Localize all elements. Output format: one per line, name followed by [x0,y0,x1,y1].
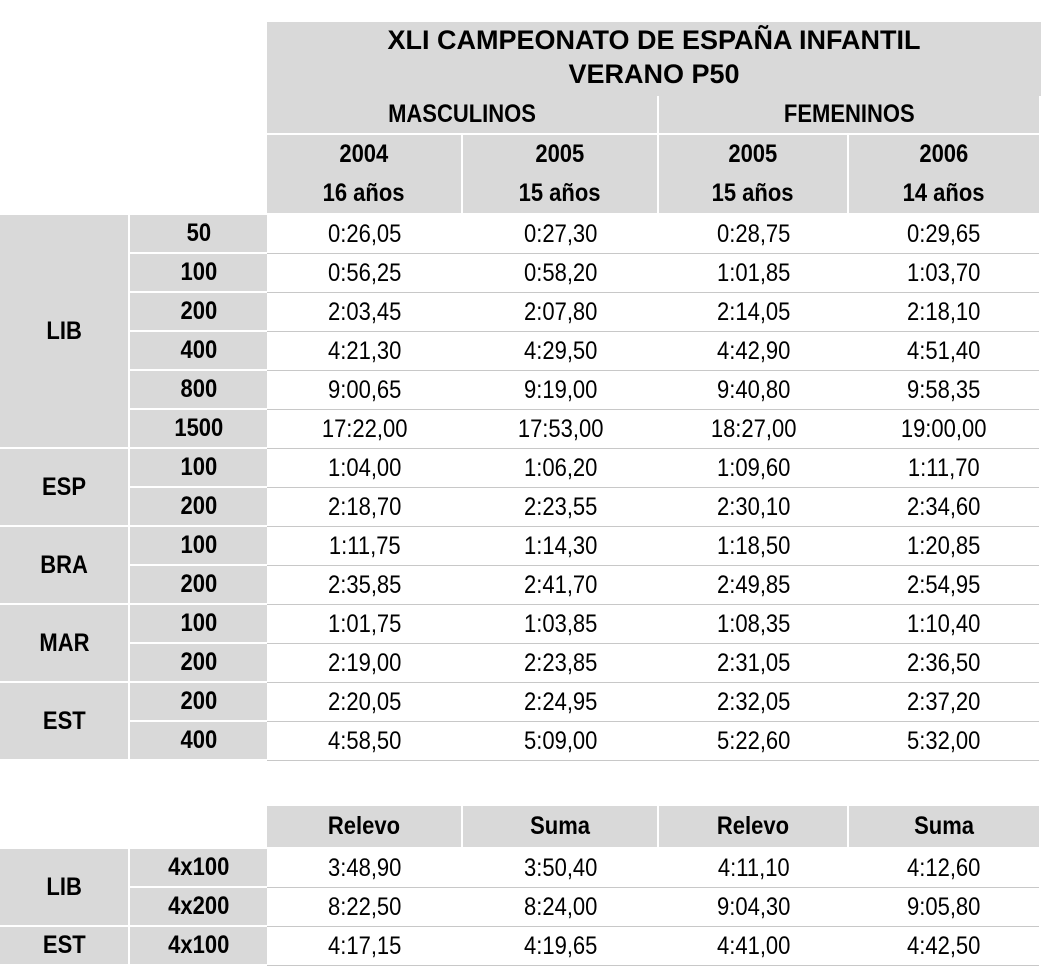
relay-header: Suma [849,806,1039,847]
year-header: 2006 [849,135,1039,173]
year-header: 2005 [463,135,659,173]
time-cell: 0:26,05 [267,215,463,254]
time-cell: 2:03,45 [267,293,463,332]
time-cell: 2:31,05 [659,644,849,683]
times-table [0,215,1039,761]
time-cell: 4:42,50 [849,927,1039,966]
time-cell: 4:42,90 [659,332,849,371]
distance-label: 400 [130,332,267,371]
time-cell: 9:00,65 [267,371,463,410]
time-cell: 4:41,00 [659,927,849,966]
relay-table [0,849,1039,966]
time-cell: 1:08,35 [659,605,849,644]
time-cell: 5:22,60 [659,722,849,761]
stroke-label: EST [0,927,130,966]
time-cell: 1:03,70 [849,254,1039,293]
stroke-label: LIB [0,215,130,449]
group-header-row [0,96,1039,135]
year-header-row [0,135,1039,173]
distance-label: 200 [130,566,267,605]
distance-label: 200 [130,293,267,332]
title-line-1: XLI CAMPEONATO DE ESPAÑA INFANTIL [387,25,921,55]
time-cell: 2:18,10 [849,293,1039,332]
time-cell: 1:06,20 [463,449,659,488]
year-header: 2004 [267,135,463,173]
relay-header: Relevo [267,806,463,847]
stroke-label: MAR [0,605,130,683]
distance-label: 200 [130,488,267,527]
time-cell: 4:17,15 [267,927,463,966]
time-cell: 2:36,50 [849,644,1039,683]
time-cell: 9:04,30 [659,888,849,927]
time-cell: 2:07,80 [463,293,659,332]
time-cell: 5:32,00 [849,722,1039,761]
time-cell: 2:14,05 [659,293,849,332]
time-cell: 4:11,10 [659,849,849,888]
time-cell: 2:23,55 [463,488,659,527]
time-cell: 1:20,85 [849,527,1039,566]
age-header-row [0,173,1039,213]
time-cell: 2:19,00 [267,644,463,683]
time-cell: 4:21,30 [267,332,463,371]
year-header: 2005 [659,135,849,173]
time-cell: 0:28,75 [659,215,849,254]
time-cell: 3:50,40 [463,849,659,888]
distance-label: 100 [130,449,267,488]
time-cell: 1:01,85 [659,254,849,293]
time-cell: 19:00,00 [849,410,1039,449]
time-cell: 1:03,85 [463,605,659,644]
time-cell: 9:19,00 [463,371,659,410]
distance-label: 50 [130,215,267,254]
time-cell: 0:29,65 [849,215,1039,254]
distance-label: 1500 [130,410,267,449]
time-cell: 2:24,95 [463,683,659,722]
time-cell: 1:01,75 [267,605,463,644]
time-cell: 18:27,00 [659,410,849,449]
age-header: 14 años [849,173,1039,213]
time-cell: 1:04,00 [267,449,463,488]
stroke-label: ESP [0,449,130,527]
time-cell: 17:53,00 [463,410,659,449]
distance-label: 200 [130,683,267,722]
time-cell: 2:41,70 [463,566,659,605]
relay-header: Relevo [659,806,849,847]
title-line-2: VERANO P50 [568,59,740,89]
time-cell: 4:58,50 [267,722,463,761]
time-cell: 2:32,05 [659,683,849,722]
stroke-label: EST [0,683,130,761]
time-cell: 0:56,25 [267,254,463,293]
age-header: 15 años [659,173,849,213]
time-cell: 8:22,50 [267,888,463,927]
distance-label: 4x100 [130,849,267,888]
time-cell: 2:18,70 [267,488,463,527]
time-cell: 1:11,75 [267,527,463,566]
time-cell: 2:37,20 [849,683,1039,722]
distance-label: 100 [130,605,267,644]
time-cell: 1:09,60 [659,449,849,488]
distance-label: 4x200 [130,888,267,927]
time-cell: 0:58,20 [463,254,659,293]
group-masculinos: MASCULINOS [267,96,659,135]
group-femeninos: FEMENINOS [659,96,1039,135]
stroke-label: LIB [0,849,130,927]
time-cell: 2:54,95 [849,566,1039,605]
age-header: 16 años [267,173,463,213]
distance-label: 800 [130,371,267,410]
time-cell: 2:20,05 [267,683,463,722]
time-cell: 1:10,40 [849,605,1039,644]
time-cell: 1:14,30 [463,527,659,566]
age-header: 15 años [463,173,659,213]
table-title [267,22,1041,96]
time-cell: 2:35,85 [267,566,463,605]
relay-header-row [0,806,1039,847]
time-cell: 2:23,85 [463,644,659,683]
time-cell: 4:12,60 [849,849,1039,888]
time-cell: 8:24,00 [463,888,659,927]
time-cell: 2:49,85 [659,566,849,605]
time-cell: 9:58,35 [849,371,1039,410]
distance-label: 4x100 [130,927,267,966]
stroke-label: BRA [0,527,130,605]
relay-header: Suma [463,806,659,847]
time-cell: 4:51,40 [849,332,1039,371]
time-cell: 4:29,50 [463,332,659,371]
time-cell: 2:30,10 [659,488,849,527]
time-cell: 5:09,00 [463,722,659,761]
time-cell: 1:11,70 [849,449,1039,488]
time-cell: 1:18,50 [659,527,849,566]
time-cell: 0:27,30 [463,215,659,254]
time-cell: 4:19,65 [463,927,659,966]
time-cell: 9:05,80 [849,888,1039,927]
time-cell: 3:48,90 [267,849,463,888]
distance-label: 200 [130,644,267,683]
time-cell: 2:34,60 [849,488,1039,527]
distance-label: 100 [130,254,267,293]
distance-label: 400 [130,722,267,761]
time-cell: 17:22,00 [267,410,463,449]
distance-label: 100 [130,527,267,566]
time-cell: 9:40,80 [659,371,849,410]
